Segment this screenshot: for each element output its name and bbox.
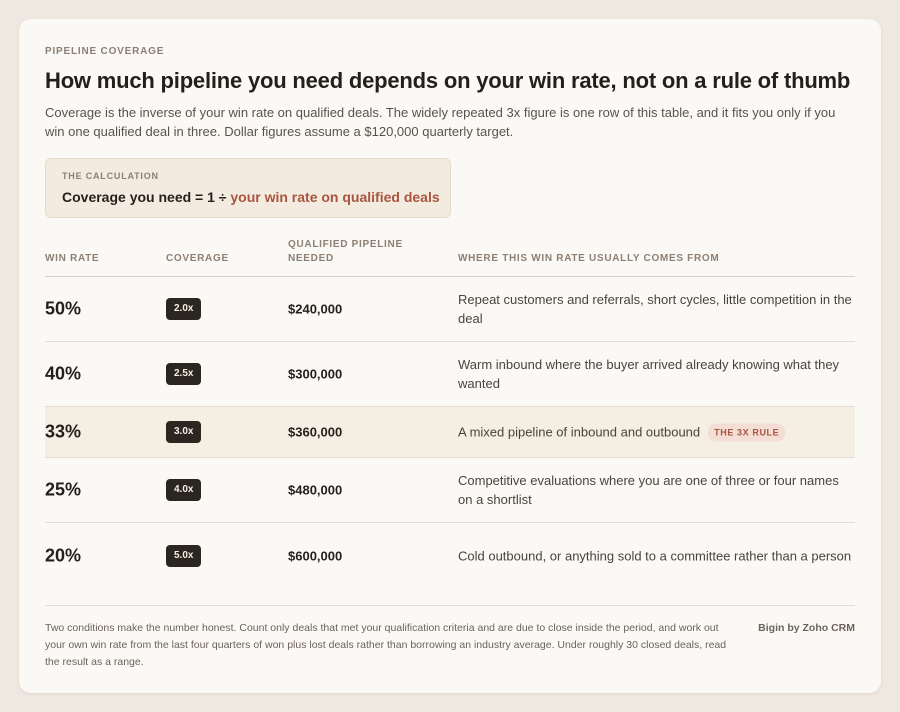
source-description: Repeat customers and referrals, short cycles, little competition in the deal xyxy=(458,292,852,326)
win-rate-value: 20% xyxy=(45,545,82,565)
source-description: Cold outbound, or anything sold to a committee rather than a person xyxy=(458,548,852,563)
win-rate-value: 40% xyxy=(45,363,82,384)
table-row-highlighted xyxy=(45,407,855,458)
pipeline-amount: $300,000 xyxy=(288,366,343,382)
coverage-pill: 2.0x xyxy=(166,298,201,320)
win-rate-value: 25% xyxy=(45,479,82,500)
source-description: A mixed pipeline of inbound and outbound xyxy=(458,424,701,440)
calculation-formula xyxy=(62,189,440,205)
table-row xyxy=(45,277,855,342)
column-header-source: WHERE THIS WIN RATE USUALLY COMES FROM xyxy=(458,253,720,264)
coverage-pill: 4.0x xyxy=(166,479,201,501)
pipeline-amount: $480,000 xyxy=(288,482,343,498)
table-row xyxy=(45,523,855,588)
win-rate-value: 33% xyxy=(45,421,82,442)
column-header-coverage: COVERAGE xyxy=(166,253,229,264)
win-rate-value: 50% xyxy=(45,298,82,319)
footnote: Two conditions make the number honest. Count only deals that met your qualification criteria and are due to close inside the period, and work out your own win rate from the last four quarters of won plus lost deals rather than borrowing an industry average. Under roughly 30 closed deals, read the result as a range. xyxy=(45,622,727,668)
column-header-pipeline: QUALIFIED PIPELINE NEEDED xyxy=(288,239,403,264)
formula-prefix: Coverage you need = 1 ÷ xyxy=(62,189,227,205)
calculation-box xyxy=(45,158,451,218)
column-header-win-rate: WIN RATE xyxy=(45,253,100,264)
pipeline-amount: $240,000 xyxy=(288,301,343,317)
source-description: Warm inbound where the buyer arrived already knowing what they wanted xyxy=(458,357,840,391)
eyebrow-label: PIPELINE COVERAGE xyxy=(45,46,165,57)
coverage-pill: 2.5x xyxy=(166,363,201,385)
table-header xyxy=(45,240,855,277)
table-row xyxy=(45,458,855,523)
pipeline-amount: $600,000 xyxy=(288,548,343,563)
coverage-pill: 3.0x xyxy=(166,421,201,443)
page-title: How much pipeline you need depends on your win rate, not on a rule of thumb xyxy=(45,68,851,93)
coverage-table xyxy=(45,240,855,588)
table-row xyxy=(45,342,855,407)
footer-divider xyxy=(45,605,855,606)
calculation-label: THE CALCULATION xyxy=(62,171,159,181)
brand-credit: Bigin by Zoho CRM xyxy=(758,622,855,634)
formula-accent: your win rate on qualified deals xyxy=(230,189,440,205)
three-x-rule-badge: THE 3X RULE xyxy=(708,423,785,441)
source-description: Competitive evaluations where you are one of three or four names on a shortlist xyxy=(458,473,839,507)
intro-paragraph: Coverage is the inverse of your win rate on qualified deals. The widely repeated 3x figure is one row of this table, and it fits you only if you win one qualified deal in three. Dollar figures assume a $120,000 quarterly target. xyxy=(45,105,836,139)
pipeline-amount: $360,000 xyxy=(288,424,343,440)
coverage-pill: 5.0x xyxy=(166,545,201,567)
source-description-with-badge xyxy=(458,423,853,442)
coverage-card xyxy=(19,19,881,693)
